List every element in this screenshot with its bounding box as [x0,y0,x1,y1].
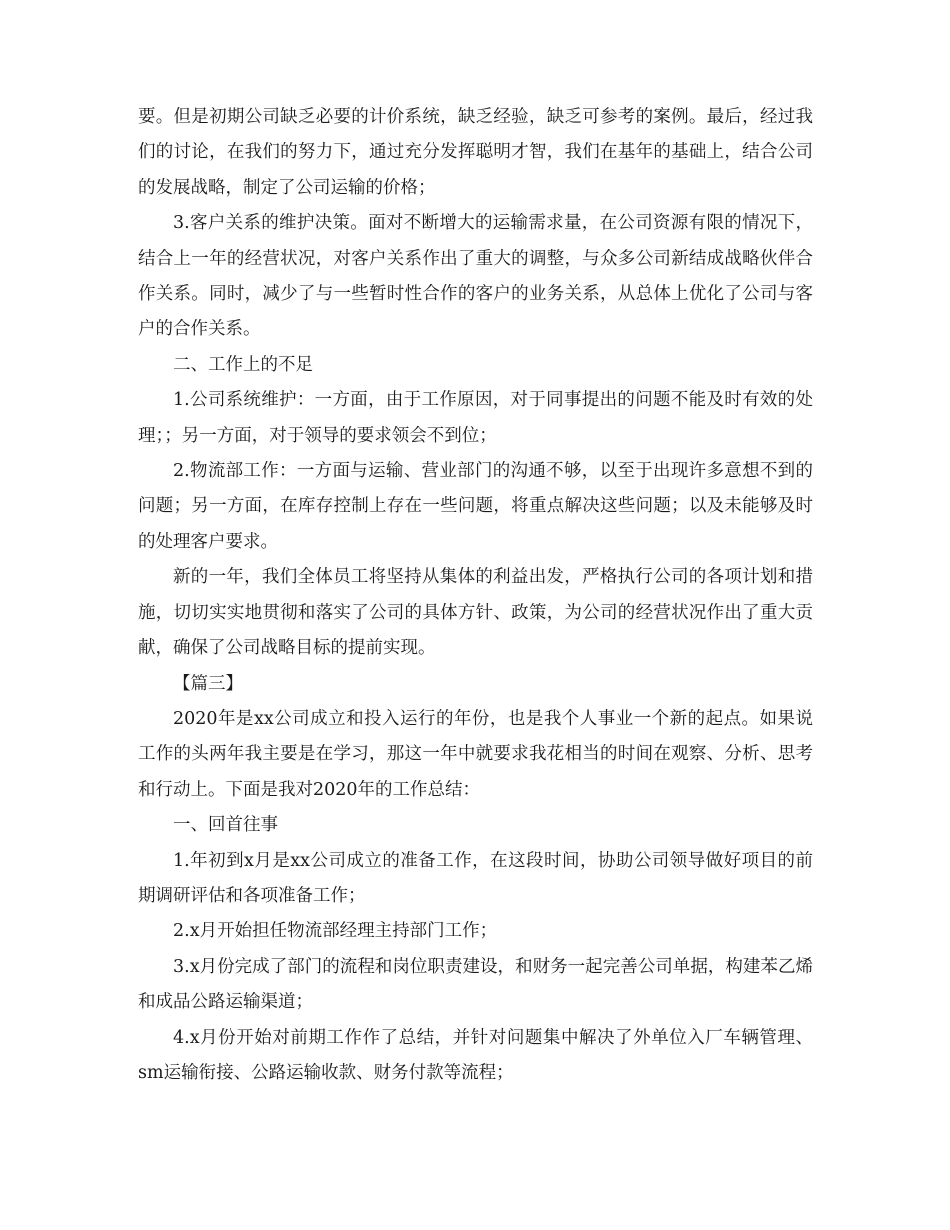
section-heading-part-three: 【篇三】 [173,673,243,694]
paragraph-customer-relations: 3.客户关系的维护决策。面对不断增大的运输需求量，在公司资源有限的情况下，结合上一年的经营状况，对客户关系作出了重大的调整，与众多公司新结成战略伙伴合作关系。同时，减少了与一些暂时性合作的客户的业务关系，从总体上优化了公司与客户的合作关系。 [138,213,813,340]
paragraph-item-1: 1.年初到x月是xx公司成立的准备工作，在这段时间，协助公司领导做好项目的前期调研评估和各项准备工作； [138,850,813,906]
document-page [138,100,813,1091]
paragraph-intro-2020: 2020年是xx公司成立和投入运行的年份，也是我个人事业一个新的起点。如果说工作的头两年我主要是在学习，那这一年中就要求我花相当的时间在观察、分析、思考和行动上。下面是我对2020年的工作总结： [138,708,813,800]
paragraph-new-year: 新的一年，我们全体员工将坚持从集体的利益出发，严格执行公司的各项计划和措施，切切实实地贯彻和落实了公司的具体方针、政策，为公司的经营状况作出了重大贡献，确保了公司战略目标的提前实现。 [138,567,813,659]
paragraph-system-maintenance: 1.公司系统维护：一方面，由于工作原因，对于同事提出的问题不能及时有效的处理；；另一方面，对于领导的要求领会不到位； [138,390,813,446]
paragraph-item-2: 2.x月开始担任物流部经理主持部门工作； [173,921,498,942]
paragraph-item-3: 3.x月份完成了部门的流程和岗位职责建设，和财务一起完善公司单据，构建苯乙烯和成品公路运输渠道； [138,956,813,1013]
paragraph-logistics-work: 2.物流部工作：一方面与运输、营业部门的沟通不够，以至于出现许多意想不到的问题；另一方面，在库存控制上存在一些问题，将重点解决这些问题；以及未能够及时的处理客户要求。 [138,461,813,552]
paragraph-continuation: 要。但是初期公司缺乏必要的计价系统，缺乏经验，缺乏可参考的案例。最后，经过我们的讨论，在我们的努力下，通过充分发挥聪明才智，我们在基年的基础上，结合公司的发展战略，制定了公司运输的价格； [138,107,813,198]
paragraph-item-4: 4.x月份开始对前期工作作了总结，并针对问题集中解决了外单位入厂车辆管理、sm运输衔接、公路运输收款、财务付款等流程； [138,1027,813,1083]
section-heading-review: 一、回首往事 [173,815,278,836]
section-heading-shortcomings: 二、工作上的不足 [173,354,313,375]
